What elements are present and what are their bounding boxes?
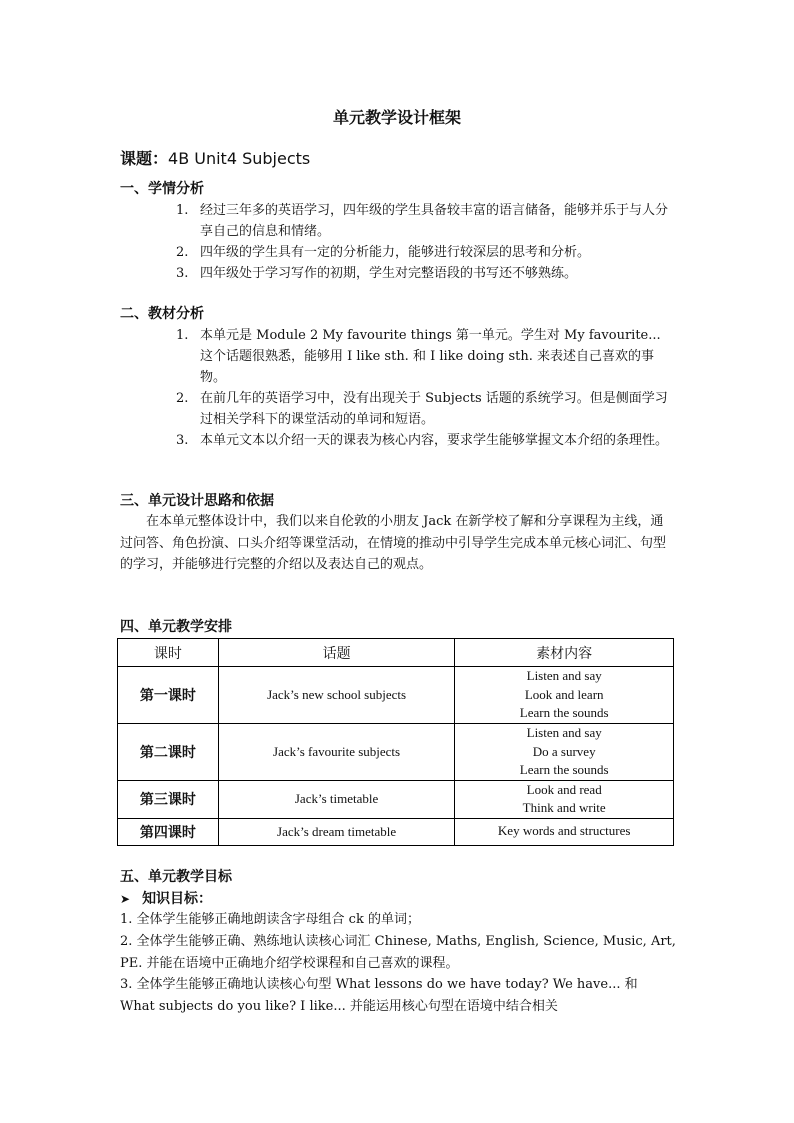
list-item-text: 四年级处于学习写作的初期，学生对完整语段的书写还不够熟练。 — [200, 266, 578, 281]
materials-cell — [455, 818, 674, 845]
goal-item: 2. 全体学生能够正确、熟练地认读核心词汇 Chinese, Maths, English, Science, Music, Art, PE. 并能在语境中正确地介绍学校课程和自己喜欢的课程。 — [120, 934, 676, 971]
list-item — [176, 388, 676, 430]
material-item: Think and write — [522, 800, 606, 815]
list-item — [176, 430, 676, 451]
material-item: Listen and say — [526, 725, 602, 740]
materials-cell — [455, 724, 674, 781]
material-item: Look and learn — [524, 686, 604, 702]
column-header-topic: 话题 — [218, 639, 455, 667]
lesson-cell: 第三课时 — [118, 780, 219, 818]
topic-cell: Jack’s timetable — [218, 780, 455, 818]
section-heading-teaching-goals: 五、单元教学目标 — [120, 869, 232, 885]
section-heading-textbook-analysis: 二、教材分析 — [120, 306, 204, 322]
lesson-cell: 第四课时 — [118, 818, 219, 845]
materials-cell — [455, 780, 674, 818]
material-item: Learn the sounds — [519, 762, 609, 777]
list-item-number: 2. — [176, 391, 189, 406]
document-title: 单元教学设计框架 — [332, 108, 461, 127]
table-row — [118, 724, 674, 781]
column-header-lesson: 课时 — [118, 639, 219, 667]
knowledge-goals-label: 知识目标： — [142, 891, 213, 907]
topic-cell: Jack’s favourite subjects — [218, 724, 455, 781]
list-item — [176, 242, 676, 263]
lesson-cell: 第二课时 — [118, 724, 219, 781]
list-item — [176, 263, 676, 284]
section-heading-learner-analysis: 一、学情分析 — [120, 181, 204, 197]
topic-cell: Jack’s new school subjects — [218, 667, 455, 724]
material-item: Do a survey — [532, 743, 596, 759]
list-item-number: 3. — [176, 433, 189, 448]
list-item-text: 四年级的学生具有一定的分析能力，能够进行较深层的思考和分析。 — [200, 245, 591, 260]
list-item-number: 2. — [176, 245, 189, 260]
subject-label: 课题： — [120, 149, 169, 168]
arrow-bullet-icon: ➤ — [120, 892, 131, 906]
material-item: Listen and say — [526, 668, 602, 684]
list-item-text: 在前几年的英语学习中，没有出现关于 Subjects 话题的系统学习。但是侧面学习过相关学科下的课堂活动的单词和短语。 — [200, 391, 668, 427]
materials-cell — [455, 667, 674, 724]
list-item-text: 本单元文本以介绍一天的课表为核心内容，要求学生能够掌握文本介绍的条理性。 — [200, 433, 669, 448]
list-item-text: 经过三年多的英语学习，四年级的学生具备较丰富的语言储备，能够并乐于与人分享自己的信息和情绪。 — [200, 203, 669, 239]
list-item-number: 3. — [176, 266, 189, 281]
design-rationale-paragraph: 在本单元整体设计中，我们以来自伦敦的小朋友 Jack 在新学校了解和分享课程为主线，通过问答、角色扮演、口头介绍等课堂活动，在情境的推动中引导学生完成本单元核心词汇、句型的学习，并能够进行完整的介绍以及表达自己的观点。 — [120, 514, 667, 572]
table-row — [118, 818, 674, 845]
column-header-materials: 素材内容 — [455, 639, 674, 667]
topic-cell: Jack’s dream timetable — [218, 818, 455, 845]
goal-item: 1. 全体学生能够正确地朗读含字母组合 ck 的单词； — [120, 912, 420, 927]
section-heading-teaching-schedule: 四、单元教学安排 — [120, 619, 232, 635]
goal-item: 3. 全体学生能够正确地认读核心句型 What lessons do we have today? We have... 和 What subjects do you like? I like... 并能运用核心句型在语境中结合相关 — [120, 977, 638, 1014]
material-item: Key words and structures — [497, 823, 631, 839]
material-item: Learn the sounds — [519, 705, 609, 721]
lesson-subject — [120, 146, 310, 172]
section-heading-design-rationale: 三、单元设计思路和依据 — [120, 493, 274, 509]
list-item-number: 1. — [176, 203, 189, 218]
list-item-text: 本单元是 Module 2 My favourite things 第一单元。学生对 My favourite... 这个话题很熟悉，能够用 I like sth. 和 I like doing sth. 来表述自己喜欢的事物。 — [200, 328, 661, 385]
lesson-cell: 第一课时 — [118, 667, 219, 724]
list-item — [176, 325, 676, 388]
subject-value: 4B Unit4 Subjects — [168, 149, 311, 168]
schedule-table — [117, 638, 674, 846]
list-item-number: 1. — [176, 328, 189, 343]
table-row — [118, 667, 674, 724]
material-item: Look and read — [526, 781, 602, 797]
table-row — [118, 780, 674, 818]
knowledge-goals-heading — [120, 889, 212, 909]
table-header-row — [118, 639, 674, 667]
list-item — [176, 200, 676, 242]
